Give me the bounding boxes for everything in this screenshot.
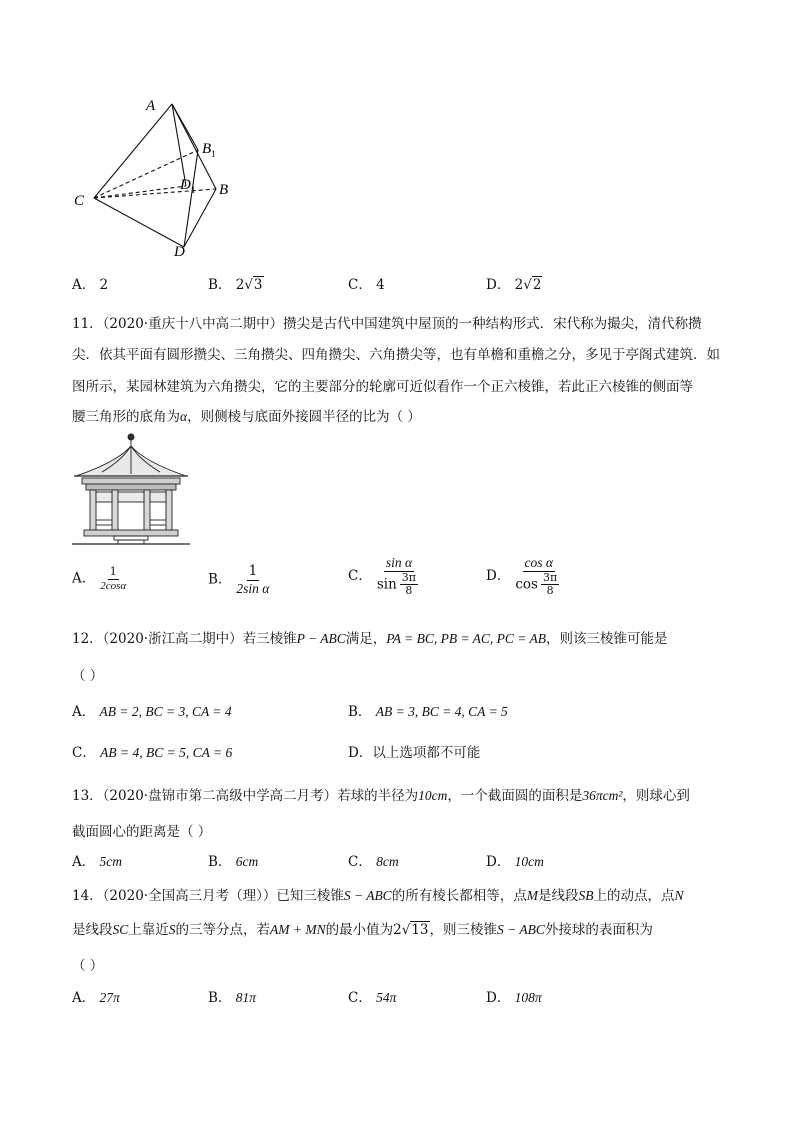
q13-option-d: D． 10cm — [486, 854, 544, 870]
q14-option-d: D． 108π — [486, 990, 542, 1006]
q11-line-1: 11．（2020·重庆十八中高二期中）攒尖是古代中国建筑中屋顶的一种结构形式．宋代称为撮尖，清代称攒 — [72, 316, 702, 332]
q11-option-b: B． $\frac{1}{\text{2sin α}}$ — [208, 563, 270, 596]
q12-line-1: 12．（2020·浙江高二期中）若三棱锥P − ABC满足，PA = BC, PB = AC, PC = AB，则该三棱锥可能是 — [72, 631, 668, 647]
q11-line-3: 图所示，某园林建筑为六角攒尖，它的主要部分的轮廓可近似看作一个正六棱锥，若此正六棱锥的侧面等 — [72, 379, 693, 395]
q11-option-a: A． $\frac{1}{2\cos\alpha}$ — [72, 565, 127, 592]
q13-option-c: C． 8cm — [348, 854, 399, 870]
q14-option-b: B． 81π — [208, 990, 256, 1006]
q11-line-4: 腰三角形的底角为α，则侧棱与底面外接圆半径的比为（ ） — [72, 409, 421, 425]
q10-option-a: A． 2 — [72, 277, 109, 293]
label-B1: $B_1$ — [202, 141, 216, 159]
edge-D-B1 — [184, 150, 198, 247]
label-C: C — [74, 193, 85, 209]
q11-line-2: 尖．依其平面有圆形攒尖、三角攒尖、四角攒尖、六角攒尖等，也有单檐和重檐之分，多见于亭阁式建筑．如 — [72, 347, 720, 363]
tetrahedron-figure — [60, 92, 250, 264]
q14-line-3: （ ） — [72, 958, 104, 974]
q14-option-a: A． 27π — [72, 990, 120, 1006]
edge-C-B — [94, 189, 216, 198]
q10-option-b: B． 2√3 — [208, 277, 263, 293]
q11-option-d: D． cos α cos $\frac{3\pi}{8}$ — [486, 555, 558, 598]
q12-option-d: D．以上选项都不可能 — [348, 745, 481, 761]
edge-D-B — [184, 189, 216, 247]
q12-option-b: B． AB = 3, BC = 4, CA = 5 — [348, 704, 508, 720]
q10-option-c: C． 4 — [348, 277, 385, 293]
q14-option-c: C． 54π — [348, 990, 397, 1006]
q14-line-2: 是线段SC上靠近S的三等分点，若AM + MN的最小值为2√13，则三棱锥S − ABC外接球的表面积为 — [72, 922, 653, 938]
q12-line-2: （ ） — [72, 668, 104, 684]
label-D1: $D_1$ — [180, 177, 196, 195]
q13-line-1: 13．（2020·盘锦市第二高级中学高二月考）若球的半径为10cm，一个截面圆的面积是36πcm²，则球心到 — [72, 788, 690, 804]
q13-line-2: 截面圆心的距离是（ ） — [72, 824, 212, 840]
edge-A-C — [94, 104, 172, 198]
q11-option-c: C． sin α sin $\frac{3\pi}{8}$ — [348, 555, 417, 598]
q13-option-b: B． 6cm — [208, 854, 259, 870]
q13-option-a: A． 5cm — [72, 854, 123, 870]
edge-C-D — [94, 198, 184, 247]
q10-option-d: D． 2√2 — [486, 277, 542, 293]
label-A: A — [146, 98, 156, 114]
q12-option-c: C． AB = 4, BC = 5, CA = 6 — [72, 745, 233, 761]
q14-line-1: 14．（2020·全国高三月考（理））已知三棱锥S − ABC的所有棱长都相等，点M是线段SB上的动点，点N — [72, 888, 684, 904]
pavilion-illustration — [72, 432, 190, 546]
label-D: D — [174, 244, 185, 260]
label-B: B — [219, 182, 229, 198]
q12-option-a: A． AB = 2, BC = 3, CA = 4 — [72, 704, 232, 720]
